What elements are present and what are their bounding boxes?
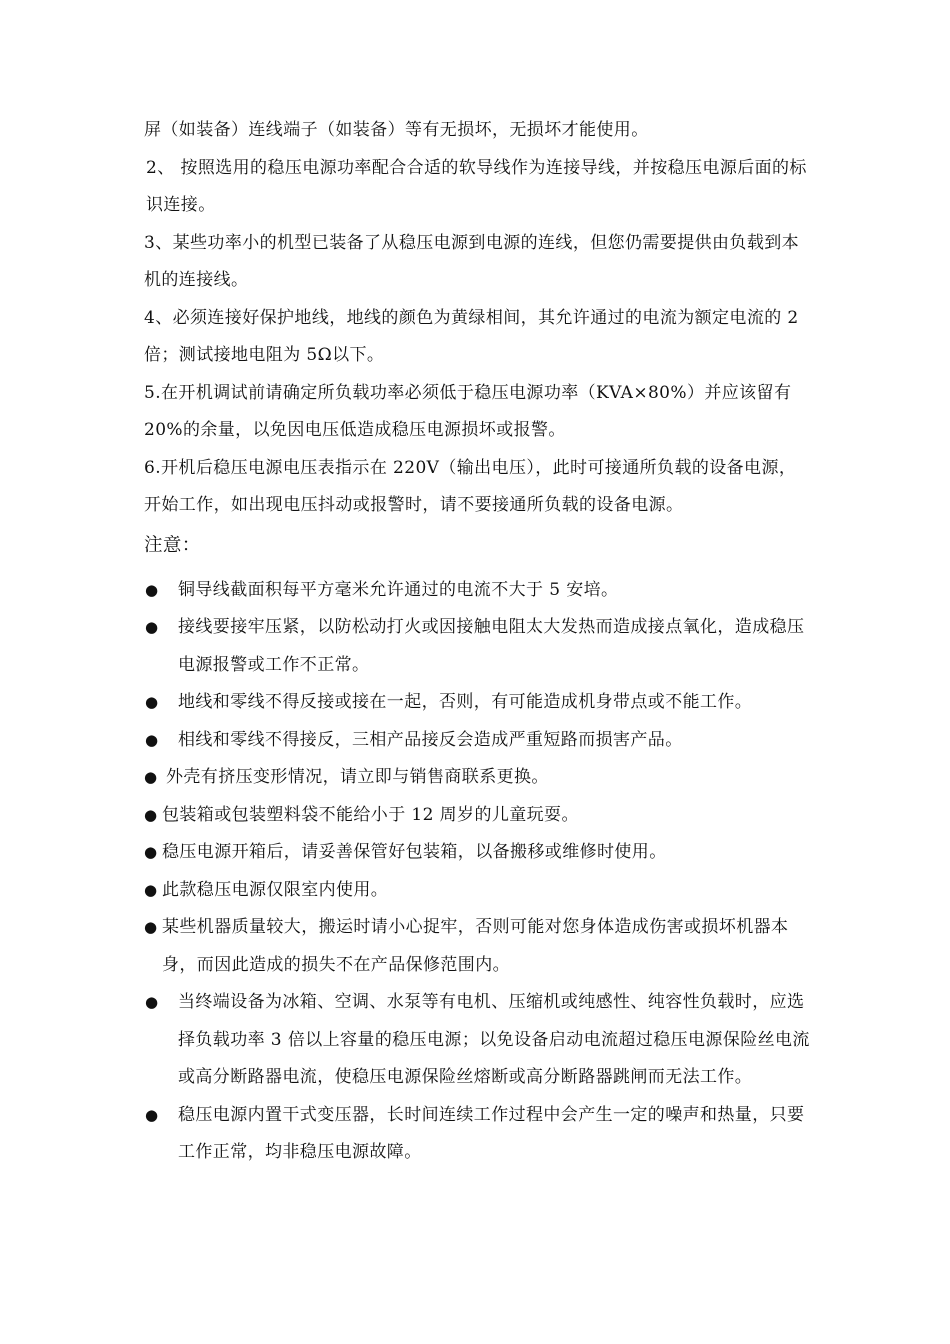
- list-item-text: 此款稳压电源仅限室内使用。: [162, 879, 389, 900]
- bullet-icon: ●: [144, 880, 158, 899]
- list-item: [144, 609, 810, 684]
- list-item: [144, 797, 810, 835]
- list-item: [144, 834, 810, 872]
- document-page: [144, 112, 810, 1172]
- bullet-icon: ●: [144, 805, 158, 824]
- list-item-text: 外壳有挤压变形情况，请立即与销售商联系更换。: [166, 767, 549, 787]
- paragraph-step-2: 2、 按照选用的稳压电源功率配合合适的软导线作为连接导线，并按稳压电源后面的标识连接。: [146, 157, 807, 215]
- list-item-text: 稳压电源开箱后，请妥善保管好包装箱，以备搬移或维修时使用。: [162, 842, 667, 862]
- list-item-text: 某些机器质量较大，搬运时请小心捉牢，否则可能对您身体造成伤害或损坏机器本身，而因此造成的损失不在产品保修范围内。: [162, 917, 789, 975]
- bullet-icon: ●: [144, 768, 158, 786]
- bullet-icon: ●: [144, 843, 158, 861]
- bullet-icon: ●: [145, 618, 159, 636]
- paragraph-step-6: 6.开机后稳压电源电压表指示在 220V（输出电压），此时可接通所负载的设备电源，开始工作，如出现电压抖动或报警时，请不要接通所负载的设备电源。: [144, 457, 797, 515]
- list-item: [144, 1097, 810, 1172]
- list-item-text: 包装箱或包装塑料袋不能给小于 12 周岁的儿童玩耍。: [162, 804, 579, 825]
- notes-list: [144, 572, 810, 1172]
- list-item-text: 稳压电源内置干式变压器，长时间连续工作过程中会产生一定的噪声和热量，只要工作正常，均非稳压电源故障。: [178, 1104, 805, 1162]
- paragraph-step-5: 5.在开机调试前请确定所负载功率必须低于稳压电源功率（KVA×80%）并应该留有 20%的余量，以免因电压低造成稳压电源损坏或报警。: [144, 382, 792, 440]
- list-item: [144, 909, 810, 984]
- notes-heading: 注意：: [144, 534, 201, 556]
- bullet-icon: ●: [145, 730, 159, 749]
- bullet-icon: ●: [145, 580, 159, 599]
- list-item: [144, 572, 810, 610]
- bullet-icon: ●: [145, 993, 159, 1011]
- bullet-icon: ●: [145, 693, 159, 711]
- paragraph-continuation: 屏（如装备）连线端子（如装备）等有无损坏，无损坏才能使用。: [144, 120, 649, 140]
- list-item: [144, 722, 810, 760]
- list-item-text: 地线和零线不得反接或接在一起，否则，有可能造成机身带点或不能工作。: [178, 692, 753, 712]
- list-item: [144, 759, 810, 797]
- list-item-text: 接线要接牢压紧，以防松动打火或因接触电阻太大发热而造成接点氧化，造成稳压电源报警或工作不正常。: [178, 617, 805, 675]
- list-item-text: 相线和零线不得接反，三相产品接反会造成严重短路而损害产品。: [178, 729, 683, 750]
- list-item-text: 铜导线截面积每平方毫米允许通过的电流不大于 5 安培。: [178, 579, 619, 600]
- list-item: [144, 684, 810, 722]
- list-item-text: 当终端设备为冰箱、空调、水泵等有电机、压缩机或纯感性、纯容性负载时，应选择负载功率 3 倍以上容量的稳压电源；以免设备启动电流超过稳压电源保险丝电流或高分断路器电流，使稳压电源保险丝熔断或高分断路器跳闸而无法工作。: [178, 992, 810, 1087]
- paragraph-step-3: 3、某些功率小的机型已装备了从稳压电源到电源的连线，但您仍需要提供由负载到本机的连接线。: [144, 232, 800, 290]
- bullet-icon: ●: [145, 1105, 159, 1124]
- list-item: [144, 872, 810, 910]
- bullet-icon: ●: [144, 918, 158, 936]
- paragraph-step-4: 4、必须连接好保护地线，地线的颜色为黄绿相间，其允许通过的电流为额定电流的 2 倍；测试接地电阻为 5Ω以下。: [144, 307, 799, 365]
- list-item: [144, 984, 810, 1097]
